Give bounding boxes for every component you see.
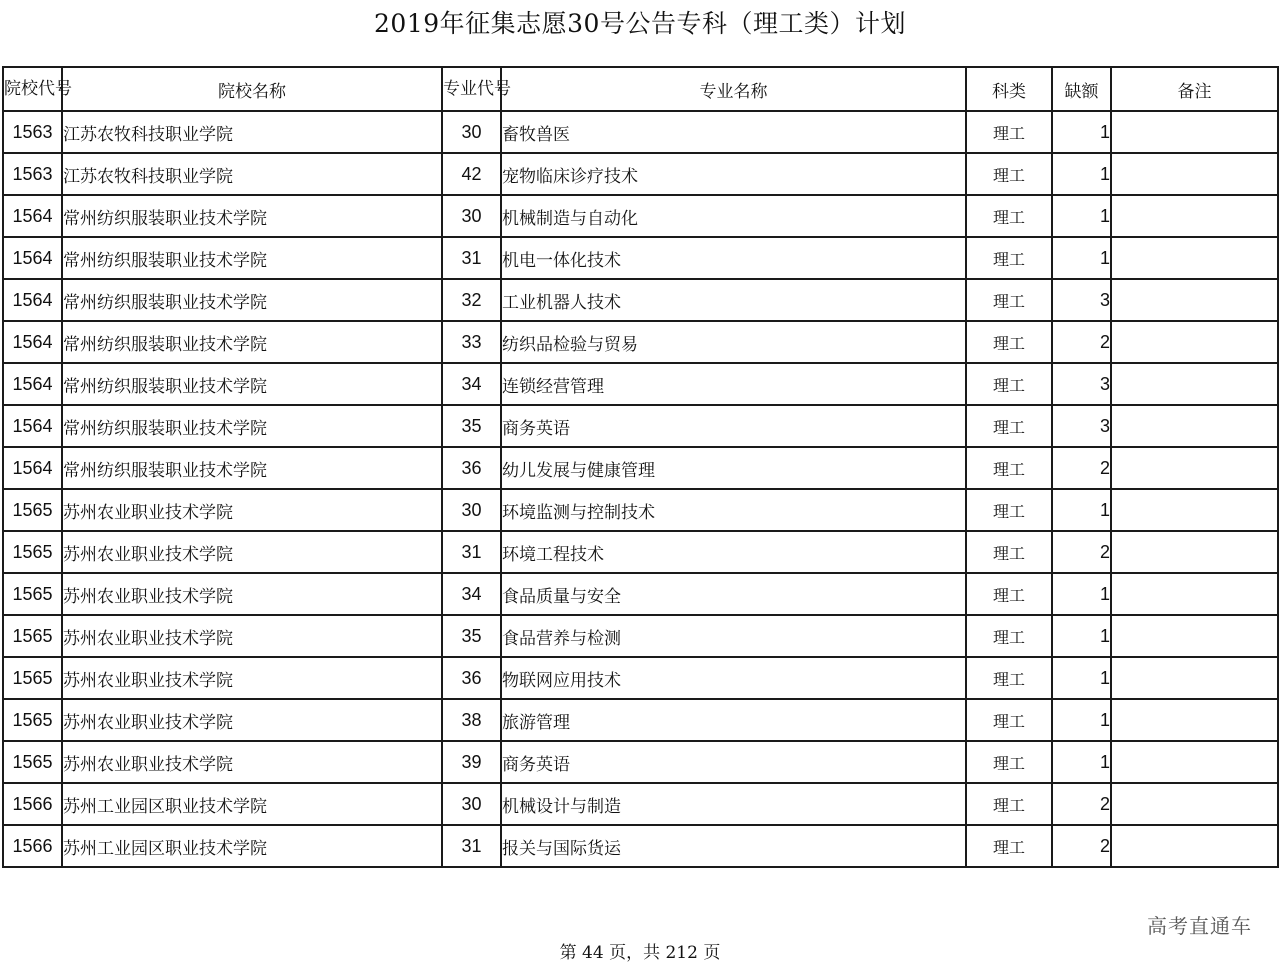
cell-school-name: 常州纺织服装职业技术学院 bbox=[62, 363, 442, 405]
cell-major-name: 机电一体化技术 bbox=[501, 237, 966, 279]
cell-major-code: 30 bbox=[442, 111, 501, 153]
cell-school-code: 1565 bbox=[3, 573, 62, 615]
table-row bbox=[3, 489, 1278, 531]
cell-major-name: 纺织品检验与贸易 bbox=[501, 321, 966, 363]
header-quota: 缺额 bbox=[1052, 67, 1111, 111]
cell-quota: 1 bbox=[1052, 237, 1111, 279]
cell-school-code: 1563 bbox=[3, 153, 62, 195]
page-title: 2019年征集志愿30号公告专科（理工类）计划 bbox=[374, 9, 906, 38]
cell-school-code: 1565 bbox=[3, 741, 62, 783]
cell-major-name: 机械设计与制造 bbox=[501, 783, 966, 825]
cell-major-name: 畜牧兽医 bbox=[501, 111, 966, 153]
cell-major-name: 商务英语 bbox=[501, 741, 966, 783]
table-row bbox=[3, 321, 1278, 363]
cell-school-code: 1564 bbox=[3, 363, 62, 405]
cell-quota: 2 bbox=[1052, 531, 1111, 573]
header-major-code: 专业代号 bbox=[442, 67, 501, 111]
cell-note bbox=[1111, 279, 1278, 321]
cell-category: 理工 bbox=[966, 657, 1052, 699]
cell-major-name: 食品质量与安全 bbox=[501, 573, 966, 615]
cell-category: 理工 bbox=[966, 363, 1052, 405]
cell-major-code: 34 bbox=[442, 363, 501, 405]
cell-major-code: 42 bbox=[442, 153, 501, 195]
cell-quota: 1 bbox=[1052, 153, 1111, 195]
header-note: 备注 bbox=[1111, 67, 1278, 111]
cell-category: 理工 bbox=[966, 531, 1052, 573]
cell-quota: 1 bbox=[1052, 615, 1111, 657]
cell-note bbox=[1111, 657, 1278, 699]
cell-major-code: 36 bbox=[442, 657, 501, 699]
cell-school-code: 1565 bbox=[3, 489, 62, 531]
table-row bbox=[3, 363, 1278, 405]
cell-school-name: 常州纺织服装职业技术学院 bbox=[62, 321, 442, 363]
cell-school-code: 1565 bbox=[3, 531, 62, 573]
cell-note bbox=[1111, 531, 1278, 573]
cell-quota: 3 bbox=[1052, 363, 1111, 405]
cell-major-code: 30 bbox=[442, 783, 501, 825]
cell-major-name: 连锁经营管理 bbox=[501, 363, 966, 405]
cell-school-name: 苏州农业职业技术学院 bbox=[62, 699, 442, 741]
cell-category: 理工 bbox=[966, 153, 1052, 195]
cell-major-name: 食品营养与检测 bbox=[501, 615, 966, 657]
table-row bbox=[3, 657, 1278, 699]
cell-note bbox=[1111, 741, 1278, 783]
table-row bbox=[3, 741, 1278, 783]
table-row bbox=[3, 405, 1278, 447]
cell-quota: 1 bbox=[1052, 699, 1111, 741]
table-row bbox=[3, 153, 1278, 195]
cell-school-code: 1565 bbox=[3, 615, 62, 657]
cell-school-name: 常州纺织服装职业技术学院 bbox=[62, 279, 442, 321]
cell-note bbox=[1111, 237, 1278, 279]
cell-major-code: 35 bbox=[442, 615, 501, 657]
cell-category: 理工 bbox=[966, 321, 1052, 363]
cell-school-name: 江苏农牧科技职业学院 bbox=[62, 111, 442, 153]
table-row bbox=[3, 531, 1278, 573]
cell-major-code: 35 bbox=[442, 405, 501, 447]
table-body bbox=[3, 111, 1278, 867]
cell-major-code: 31 bbox=[442, 237, 501, 279]
cell-school-name: 江苏农牧科技职业学院 bbox=[62, 153, 442, 195]
cell-school-name: 常州纺织服装职业技术学院 bbox=[62, 405, 442, 447]
cell-category: 理工 bbox=[966, 405, 1052, 447]
cell-school-code: 1564 bbox=[3, 195, 62, 237]
cell-category: 理工 bbox=[966, 195, 1052, 237]
cell-category: 理工 bbox=[966, 279, 1052, 321]
table-row bbox=[3, 279, 1278, 321]
cell-school-code: 1564 bbox=[3, 237, 62, 279]
cell-quota: 1 bbox=[1052, 489, 1111, 531]
table-row bbox=[3, 825, 1278, 867]
cell-major-code: 36 bbox=[442, 447, 501, 489]
cell-quota: 1 bbox=[1052, 657, 1111, 699]
cell-school-name: 苏州农业职业技术学院 bbox=[62, 531, 442, 573]
watermark: 高考直通车 bbox=[1147, 914, 1252, 938]
cell-school-name: 苏州农业职业技术学院 bbox=[62, 615, 442, 657]
cell-quota: 2 bbox=[1052, 321, 1111, 363]
cell-school-name: 常州纺织服装职业技术学院 bbox=[62, 237, 442, 279]
cell-quota: 3 bbox=[1052, 405, 1111, 447]
cell-category: 理工 bbox=[966, 489, 1052, 531]
cell-note bbox=[1111, 489, 1278, 531]
cell-note bbox=[1111, 363, 1278, 405]
table-row bbox=[3, 111, 1278, 153]
cell-major-name: 幼儿发展与健康管理 bbox=[501, 447, 966, 489]
cell-quota: 2 bbox=[1052, 447, 1111, 489]
cell-school-code: 1565 bbox=[3, 657, 62, 699]
cell-school-code: 1564 bbox=[3, 405, 62, 447]
cell-note bbox=[1111, 699, 1278, 741]
header-school-code: 院校代号 bbox=[3, 67, 62, 111]
cell-major-code: 31 bbox=[442, 531, 501, 573]
table-row bbox=[3, 573, 1278, 615]
cell-major-name: 报关与国际货运 bbox=[501, 825, 966, 867]
cell-quota: 1 bbox=[1052, 741, 1111, 783]
cell-school-code: 1565 bbox=[3, 699, 62, 741]
cell-note bbox=[1111, 405, 1278, 447]
cell-quota: 2 bbox=[1052, 825, 1111, 867]
cell-major-name: 环境工程技术 bbox=[501, 531, 966, 573]
cell-major-name: 宠物临床诊疗技术 bbox=[501, 153, 966, 195]
cell-major-code: 30 bbox=[442, 489, 501, 531]
cell-school-code: 1566 bbox=[3, 825, 62, 867]
header-major-name: 专业名称 bbox=[501, 67, 966, 111]
cell-school-name: 苏州农业职业技术学院 bbox=[62, 741, 442, 783]
header-school-name: 院校名称 bbox=[62, 67, 442, 111]
cell-school-code: 1566 bbox=[3, 783, 62, 825]
cell-note bbox=[1111, 447, 1278, 489]
cell-category: 理工 bbox=[966, 699, 1052, 741]
cell-school-name: 常州纺织服装职业技术学院 bbox=[62, 447, 442, 489]
cell-category: 理工 bbox=[966, 111, 1052, 153]
cell-category: 理工 bbox=[966, 741, 1052, 783]
cell-school-name: 苏州农业职业技术学院 bbox=[62, 489, 442, 531]
header-category: 科类 bbox=[966, 67, 1052, 111]
cell-school-name: 苏州工业园区职业技术学院 bbox=[62, 783, 442, 825]
cell-school-code: 1564 bbox=[3, 279, 62, 321]
cell-quota: 1 bbox=[1052, 573, 1111, 615]
cell-major-name: 物联网应用技术 bbox=[501, 657, 966, 699]
cell-category: 理工 bbox=[966, 237, 1052, 279]
cell-school-code: 1564 bbox=[3, 321, 62, 363]
cell-category: 理工 bbox=[966, 825, 1052, 867]
cell-school-code: 1563 bbox=[3, 111, 62, 153]
cell-major-name: 旅游管理 bbox=[501, 699, 966, 741]
cell-note bbox=[1111, 111, 1278, 153]
plan-table bbox=[2, 66, 1279, 868]
cell-category: 理工 bbox=[966, 447, 1052, 489]
cell-note bbox=[1111, 573, 1278, 615]
cell-major-code: 31 bbox=[442, 825, 501, 867]
cell-major-name: 商务英语 bbox=[501, 405, 966, 447]
table-row bbox=[3, 615, 1278, 657]
cell-quota: 3 bbox=[1052, 279, 1111, 321]
cell-note bbox=[1111, 321, 1278, 363]
cell-note bbox=[1111, 615, 1278, 657]
cell-major-name: 环境监测与控制技术 bbox=[501, 489, 966, 531]
cell-major-code: 33 bbox=[442, 321, 501, 363]
table-row bbox=[3, 195, 1278, 237]
cell-category: 理工 bbox=[966, 783, 1052, 825]
table-row bbox=[3, 783, 1278, 825]
cell-major-code: 39 bbox=[442, 741, 501, 783]
cell-quota: 1 bbox=[1052, 195, 1111, 237]
cell-school-name: 常州纺织服装职业技术学院 bbox=[62, 195, 442, 237]
page-footer: 第 44 页，共 212 页 bbox=[559, 943, 721, 963]
cell-school-code: 1564 bbox=[3, 447, 62, 489]
cell-quota: 1 bbox=[1052, 111, 1111, 153]
cell-major-code: 34 bbox=[442, 573, 501, 615]
cell-category: 理工 bbox=[966, 573, 1052, 615]
cell-note bbox=[1111, 825, 1278, 867]
cell-school-name: 苏州工业园区职业技术学院 bbox=[62, 825, 442, 867]
table-row bbox=[3, 237, 1278, 279]
cell-school-name: 苏州农业职业技术学院 bbox=[62, 573, 442, 615]
table-row bbox=[3, 699, 1278, 741]
cell-quota: 2 bbox=[1052, 783, 1111, 825]
table-header-row bbox=[3, 67, 1278, 111]
cell-note bbox=[1111, 195, 1278, 237]
cell-category: 理工 bbox=[966, 615, 1052, 657]
cell-note bbox=[1111, 153, 1278, 195]
cell-major-code: 32 bbox=[442, 279, 501, 321]
cell-school-name: 苏州农业职业技术学院 bbox=[62, 657, 442, 699]
cell-major-code: 38 bbox=[442, 699, 501, 741]
cell-major-code: 30 bbox=[442, 195, 501, 237]
cell-note bbox=[1111, 783, 1278, 825]
cell-major-name: 工业机器人技术 bbox=[501, 279, 966, 321]
table-row bbox=[3, 447, 1278, 489]
cell-major-name: 机械制造与自动化 bbox=[501, 195, 966, 237]
